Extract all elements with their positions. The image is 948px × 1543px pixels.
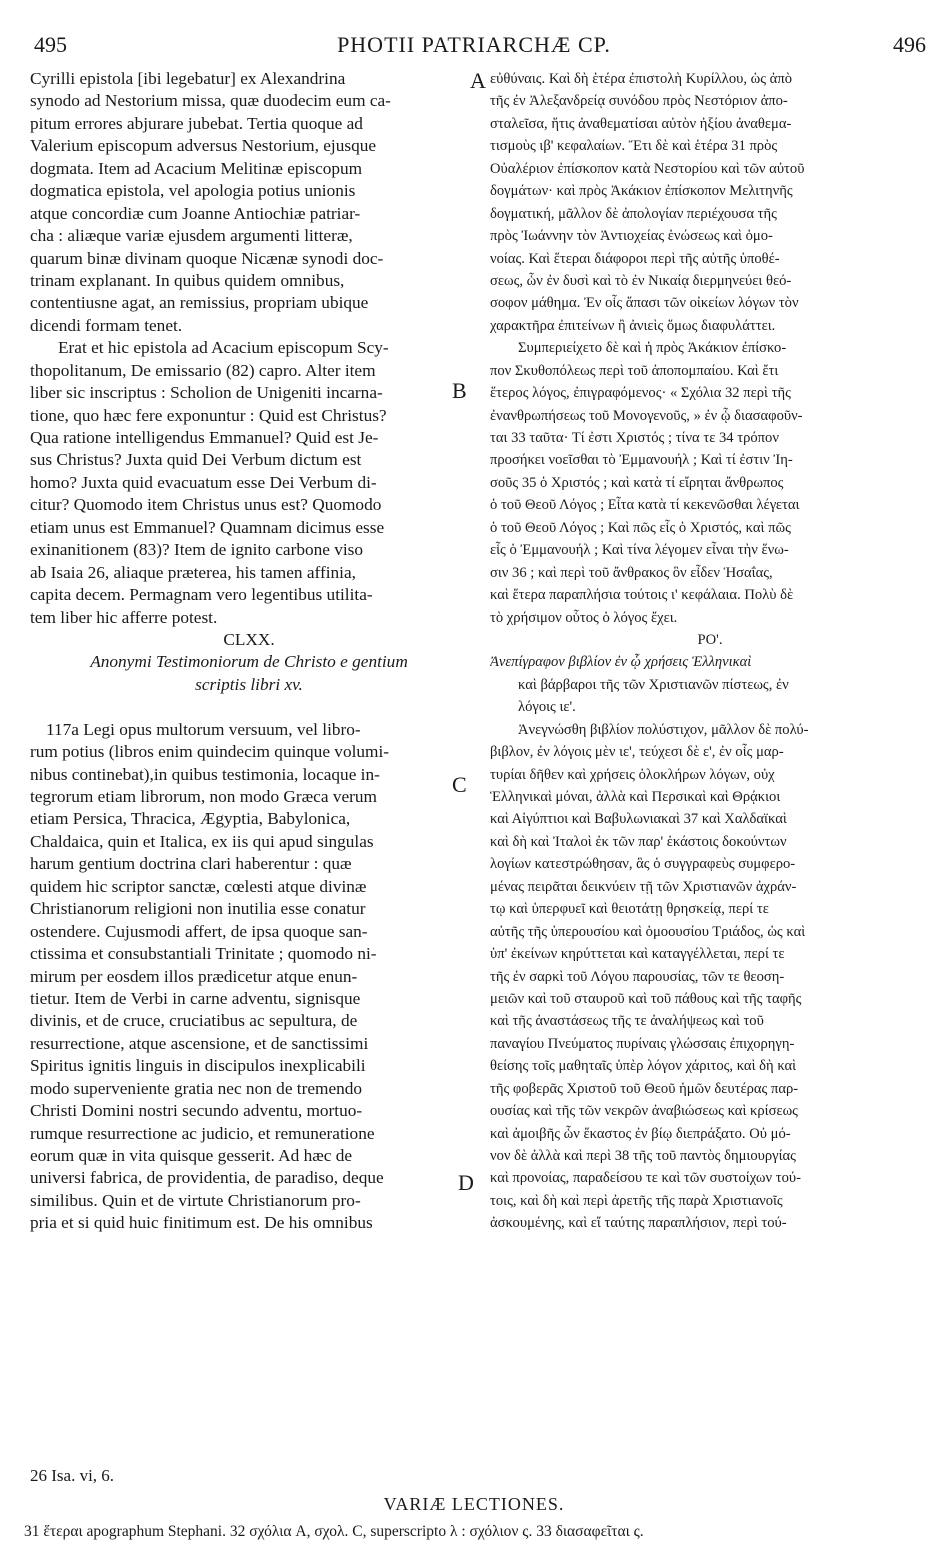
greek-text-line: τὸ χρήσιμον οὗτος ὁ λόγος ἔχει. (490, 609, 678, 626)
greek-text-line: τυρίαι δῆθεν καὶ χρήσεις ὁλοκλήρων λόγων, οὐχ (490, 766, 775, 783)
greek-text-line: εἷς ὁ Ἐμμανουήλ ; Καὶ τίνα λέγομεν εἶναι τὴν ἕνω- (490, 542, 789, 559)
latin-text-line: similibus. Quin et de virtute Christianorum pro- (30, 1190, 361, 1210)
greek-text-line: τῆς φοβερᾶς Χριστοῦ τοῦ Θεοῦ ἡμῶν δευτέρας παρ- (490, 1080, 799, 1097)
greek-column (490, 68, 930, 1235)
page-number-left: 495 (34, 32, 67, 57)
greek-text-line: τῆς ἐν Ἀλεξανδρείᾳ συνόδου πρὸς Νεστόριον ἀπο- (490, 93, 788, 110)
latin-text-line: dogmatica epistola, vel apologia potius unionis (30, 181, 356, 201)
greek-text-line: καὶ δὴ καὶ Ἰταλοὶ ἐκ τῶν παρ' ἑκάστοις δοκούντων (490, 833, 787, 850)
greek-text-line: Ἀνεπίγραφον βιβλίον ἐν ᾧ χρήσεις Ἑλληνικαὶ (490, 654, 752, 671)
latin-text-line: ctissima et consubstantiali Trinitate ; quomodo ni- (30, 944, 377, 964)
greek-text-line: ΡΟ'. (697, 631, 723, 648)
latin-text-line: etiam unus est Emmanuel? Quamnam dicimus esse (30, 517, 385, 537)
greek-text-line: δογματική, μᾶλλον δὲ ἀπολογίαν περιέχουσα τῆς (490, 205, 777, 222)
latin-text-line: eorum quæ in vita quisque gesserit. Ad hæc de (30, 1146, 353, 1165)
latin-text-line: rum potius (libros enim quindecim quinque volumi- (30, 742, 390, 762)
greek-text-line: εὐθύναις. Καὶ δὴ ἑτέρα ἐπιστολὴ Κυρίλλου, ὡς ἀπὸ (490, 71, 792, 87)
margin-marker-b: B (452, 378, 467, 403)
latin-text-line: divinis, et de cruce, cruciatibus ac sepultura, de (30, 1011, 358, 1031)
margin-marker-c: C (452, 772, 467, 797)
latin-text-line: dicendi formam tenet. (30, 315, 183, 335)
greek-text-line: καὶ τῆς ἀναστάσεως τῆς τε ἀναλήψεως καὶ τοῦ (490, 1013, 764, 1030)
greek-text-line: τῳ καὶ ὑπερφυεῖ καὶ θειοτάτῃ θρησκείᾳ, περί τε (490, 901, 769, 918)
latin-text-line: Christianorum religioni non inutilia esse conatur (30, 899, 366, 919)
latin-text-line: pitum errores abjurare jubebat. Tertia quoque ad (30, 113, 363, 133)
latin-text-line: homo? Juxta quid evacuatum esse Dei Verbum di- (30, 472, 377, 492)
latin-text-line: Qua ratione intelligendus Emmanuel? Quid est Je- (30, 428, 379, 447)
greek-text-line: ὑπ' ἐκείνων κηρύττεται καὶ καταγγέλλεται, περί τε (490, 946, 785, 963)
latin-text-line: CLXX. (223, 629, 275, 649)
greek-text-line: νον δὲ ἀλλὰ καὶ περὶ 38 τῆς τοῦ παντὸς δημιουργίας (490, 1148, 796, 1164)
latin-text-line: 117a Legi opus multorum versuum, vel libro- (46, 719, 361, 739)
greek-text-line: βιβλον, ἐν λόγοις μὲν ιε', τεύχεσι δὲ ε', ἐν οἷς μαρ- (490, 744, 784, 761)
running-title: PHOTII PATRIARCHÆ CP. (337, 32, 611, 57)
latin-text-line: quidem hic scriptor sanctæ, cœlesti atque divinæ (30, 876, 367, 896)
greek-text-line: καὶ προνοίας, παραδείσου τε καὶ τῶν συστοίχων τού- (490, 1170, 801, 1187)
latin-text-line: tietur. Item de Verbi in carne adventu, signisque (30, 988, 361, 1008)
greek-text-line: καὶ Αἰγύπτιοι καὶ Βαβυλωνιακαὶ 37 καὶ Χαλδαϊκαὶ (490, 811, 787, 828)
latin-text-line: cha : aliæque variæ ejusdem argumenti litteræ, (30, 226, 353, 246)
latin-text-line: pria et si quid huic finitimum est. De his omnibus (30, 1213, 373, 1233)
greek-text-line: Οὐαλέριον ἐπίσκοπον κατὰ Νεστορίου καὶ τῶν αὐτοῦ (490, 160, 805, 177)
latin-text-line: atque concordiæ cum Joanne Antiochiæ patriar- (30, 203, 361, 223)
latin-text-line: Anonymi Testimoniorum de Christo e gentium (90, 652, 408, 672)
latin-text-line: Chaldaica, quin et Italica, ex iis qui apud singulas (30, 831, 374, 851)
latin-text-line: harum gentium doctrina clari haberentur : quæ (30, 854, 352, 874)
greek-text-line: πον Σκυθοπόλεως περὶ τοῦ ἀποπομπαίου. Καὶ ἔτι (490, 362, 779, 379)
greek-text-line: καὶ ἕτερα παραπλήσια τούτοις ι' κεφάλαια. Πολὺ δὲ (490, 587, 794, 604)
greek-text-line: καὶ ἀμοιβῆς ὧν ἕκαστος ἐν βίῳ διεπράξατο. Οὐ μό- (490, 1125, 791, 1142)
latin-text-line: ab Isaia 26, aliaque præterea, his tamen affinia, (30, 562, 356, 582)
latin-text-line: mirum per eosdem illos prædicetur atque enun- (30, 966, 358, 986)
variae-lectiones-title: VARIÆ LECTIONES. (383, 1494, 565, 1514)
latin-text-line: nibus continebat),in quibus testimonia, locaque in- (30, 764, 380, 784)
latin-text-line: thopolitanum, De emissario (82) capro. Alter item (30, 360, 376, 380)
latin-text-line: Christi Domini nostri secundo adventu, mortuo- (30, 1101, 363, 1121)
latin-text-line: Valerium episcopum adversus Nestorium, ejusque (30, 136, 377, 156)
latin-text-line: capita decem. Permagnam vero legentibus utilita- (30, 585, 373, 605)
greek-text-line: προσήκει νοεῖσθαι τὸ Ἐμμανουήλ ; Καὶ τί ἐστιν Ἰη- (490, 452, 793, 469)
latin-text-line: etiam Persica, Thracica, Ægyptia, Babylonica, (30, 809, 351, 829)
greek-text-line: σοφον μάθημα. Ἐν οἷς ἅπασι τῶν οἰκείων λόγων τὸν (490, 295, 799, 312)
greek-text-line: τῆς ἐν σαρκὶ τοῦ Λόγου παρουσίας, τῶν τε θεοση- (490, 968, 785, 985)
latin-text-line: quarum binæ divinam quoque Nicænæ synodi doc- (30, 248, 384, 268)
greek-text-line: ἐνανθρωπήσεως τοῦ Μονογενοῦς, » ἐν ᾧ διασαφοῦν- (490, 407, 803, 424)
greek-text-line: τοις, καὶ δὴ καὶ περὶ ἀρετῆς τῆς παρὰ Χριστιανοῖς (490, 1192, 783, 1209)
greek-text-line: σοῦς 35 ὁ Χριστός ; καὶ κατὰ τί εἴρηται ἄνθρωπος (490, 474, 784, 491)
greek-text-line: ἕτερος λόγος, ἐπιγραφόμενος· « Σχόλια 32 περὶ τῆς (490, 385, 791, 402)
greek-text-line: τισμοὺς ιβ' κεφαλαίων. Ἔτι δὲ καὶ ἑτέρα 31 πρὸς (490, 138, 778, 155)
footnote: 26 Isa. vi, 6. (30, 1466, 115, 1485)
latin-text-line: trinam explanant. In quibus quidem omnibus, (30, 270, 345, 290)
greek-text-line: σταλεῖσα, ἥτις ἀναθεματίσαι αὐτὸν ἠξίου ἀναθεμα- (490, 115, 792, 132)
latin-text-line: dogmata. Item ad Acacium Melitinæ episcopum (30, 158, 363, 178)
greek-text-line: ὁ τοῦ Θεοῦ Λόγος ; Εἶτα κατὰ τί κεκενῶσθαι λέγεται (490, 497, 800, 514)
latin-text-line: tem liber hic afferre potest. (30, 607, 218, 627)
greek-text-line: δογμάτων· καὶ πρὸς Ἀκάκιον ἐπίσκοπον Μελιτηνῆς (490, 183, 793, 200)
greek-text-line: λογίων κατεστρώθησαν, ἃς ὁ συγγραφεὺς συμφερο- (490, 856, 796, 873)
greek-text-line: μειῶν καὶ τοῦ σταυροῦ καὶ τοῦ πάθους καὶ τῆς ταφῆς (490, 990, 802, 1007)
latin-text-line: rumque resurrectione ac judicio, et remuneratione (30, 1123, 375, 1143)
latin-text-line: liber sic inscriptus : Scholion de Unigeniti incarna- (30, 383, 383, 403)
greek-text-line: σεως, ὧν ἐν δυσὶ καὶ τὸ ἐν Νικαίᾳ διερμηνεύει θεό- (490, 272, 792, 289)
latin-text-line: ostendere. Cujusmodi affert, de ipsa quoque san- (30, 921, 368, 941)
greek-text-line: Ἑλληνικαὶ μόναι, ἀλλὰ καὶ Περσικαὶ καὶ Θρᾴκιοι (490, 789, 781, 805)
greek-text-line: Συμπεριείχετο δὲ καὶ ἡ πρὸς Ἀκάκιον ἐπίσκο- (518, 340, 787, 357)
latin-column (30, 68, 468, 1235)
margin-marker-a: A (470, 68, 486, 93)
greek-text-line: Ἀνεγνώσθη βιβλίον πολύστιχον, μᾶλλον δὲ πολύ- (518, 721, 809, 738)
latin-text-line: modo superveniente gratia nec non de tremendo (30, 1078, 363, 1098)
latin-text-line: contentiusne agat, an remissius, propriam ubique (30, 293, 369, 313)
latin-text-line: Cyrilli epistola [ibi legebatur] ex Alexandrina (30, 69, 346, 88)
greek-text-line: μένας πειρᾶται δεικνύειν τῇ τῶν Χριστιανῶν ἀχράν- (490, 878, 797, 895)
greek-text-line: λόγοις ιε'. (518, 699, 576, 716)
greek-text-line: θείσης τοῖς μαθηταῖς ὑπὲρ λόγον χάριτος, καὶ δὴ καὶ (490, 1058, 797, 1075)
greek-text-line: νοίας. Καὶ ἕτεραι διάφοροι περὶ τῆς αὐτῆς ὑποθέ- (490, 250, 780, 267)
page-number-right: 496 (893, 32, 926, 57)
latin-text-line: Erat et hic epistola ad Acacium episcopum Scy- (58, 338, 389, 358)
latin-text-line: universi fabrica, de providentia, de paradiso, deque (30, 1168, 384, 1188)
greek-text-line: ἀσκουμένης, καὶ εἴ ταύτης παραπλήσιον, περὶ τού- (490, 1215, 787, 1232)
greek-text-line: πρὸς Ἰωάννην τὸν Ἀντιοχείας ἑνώσεως καὶ ὁμο- (490, 228, 773, 245)
greek-text-line: χαρακτῆρα ἐπιτείνων ἢ ἀνιεὶς ὅμως διαφυλάττει. (490, 317, 776, 334)
page-header (0, 32, 948, 62)
greek-text-line: σιν 36 ; καὶ περὶ τοῦ ἄνθρακος ὃν εἶδεν Ἡσαΐας, (490, 564, 773, 581)
greek-text-line: ται 33 ταῦτα· Τί ἐστι Χριστός ; τίνα τε 34 τρόπον (490, 430, 779, 446)
greek-text-line: αὐτῆς τῆς ὑπερουσίου καὶ ὁμοουσίου Τριάδος, ὡς καὶ (490, 923, 806, 940)
margin-marker-d: D (458, 1170, 474, 1195)
variant-line: 31 ἕτεραι apographum Stephani. 32 σχόλια A, σχολ. C, superscripto λ : σχόλιον ς. 33 διασαφεῖται ς. (24, 1523, 644, 1540)
latin-text-line: scriptis libri xv. (195, 674, 303, 694)
greek-text-line: παναγίου Πνεύματος πυρίναις γλώσσαις ἐπιχορηγη- (490, 1035, 795, 1052)
latin-text-line: resurrectione, atque ascensione, et de sanctissimi (30, 1033, 369, 1053)
latin-text-line: sus Christus? Juxta quid Dei Verbum dictum est (30, 450, 362, 470)
latin-text-line: synodo ad Nestorium missa, quæ duodecim eum ca- (30, 91, 391, 111)
latin-text-line: Spiritus ignitis linguis in discipulos inexplicabili (30, 1056, 366, 1076)
greek-text-line: καὶ βάρβαροι τῆς τῶν Χριστιανῶν πίστεως, ἐν (518, 676, 789, 693)
latin-text-line (30, 696, 468, 718)
latin-text-line: tegrorum etiam librorum, non modo Græca verum (30, 787, 377, 806)
greek-text-line: ουσίας καὶ τῆς τῶν νεκρῶν ἀναβιώσεως καὶ κρίσεως (490, 1103, 798, 1120)
greek-text-line: ὁ τοῦ Θεοῦ Λόγος ; Καὶ πῶς εἷς ὁ Χριστός, καὶ πῶς (490, 519, 791, 536)
latin-text-line: tione, quo hæc fere exponuntur : Quid est Christus? (30, 405, 387, 425)
latin-text-line: exinanitionem (83)? Item de ignito carbone viso (30, 540, 364, 560)
latin-text-line: citur? Quomodo item Christus unus est? Quomodo (30, 495, 382, 515)
